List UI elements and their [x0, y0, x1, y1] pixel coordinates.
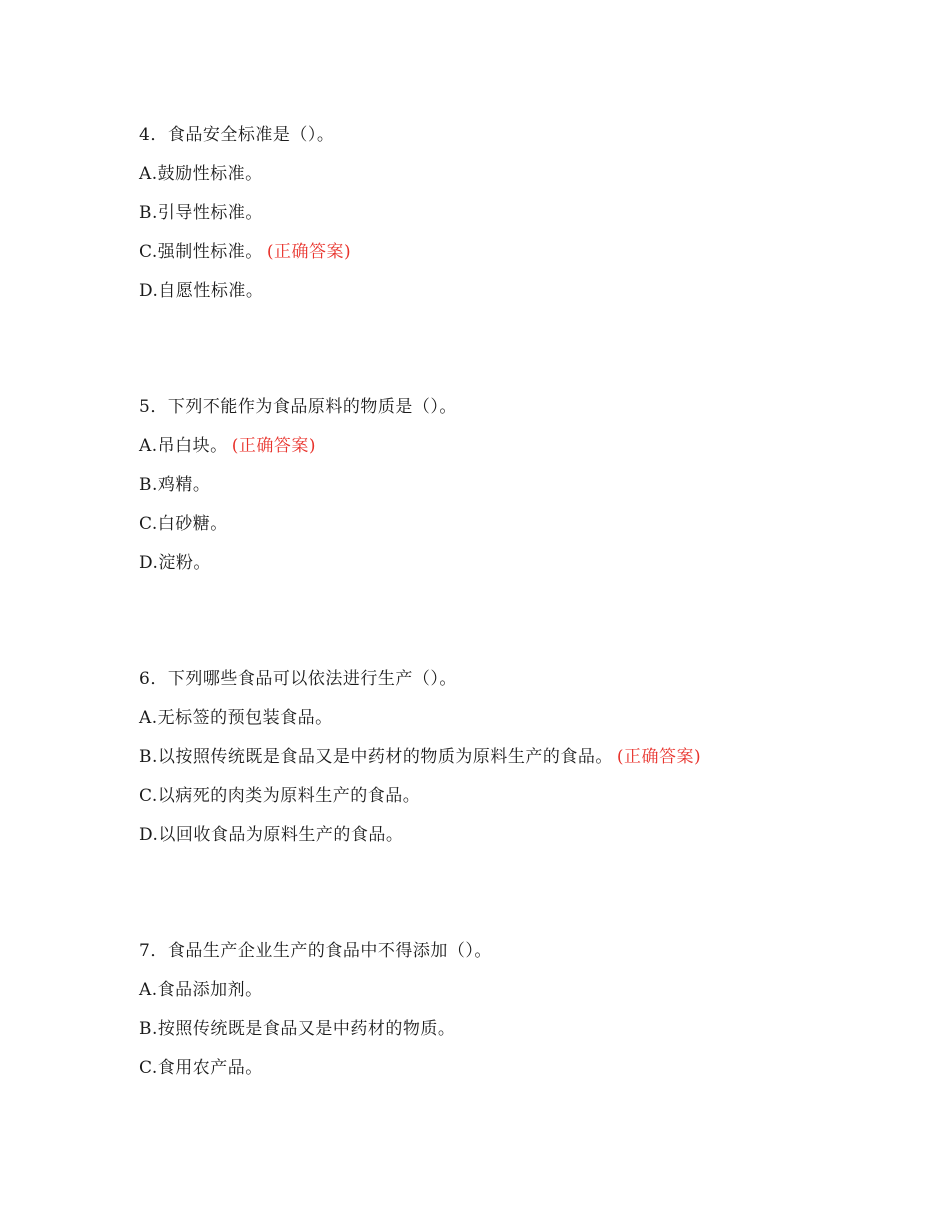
question-6-option-b: [139, 746, 701, 768]
question-7-option-b: [139, 1018, 455, 1040]
option-text: A.吊白块。: [139, 436, 228, 456]
correct-answer-mark: (正确答案): [266, 242, 352, 262]
option-text: A.鼓励性标准。: [139, 164, 263, 184]
option-text: D.以回收食品为原料生产的食品。: [139, 825, 404, 845]
option-text: C.强制性标准。: [139, 242, 263, 262]
question-7-stem: 7．食品生产企业生产的食品中不得添加（）。: [139, 941, 492, 961]
question-5-option-c: [139, 513, 228, 535]
question-4-option-d: [139, 280, 263, 302]
option-text: B.以按照传统既是食品又是中药材的物质为原料生产的食品。: [139, 747, 613, 767]
option-text: C.白砂糖。: [139, 514, 228, 534]
option-text: D.淀粉。: [139, 553, 211, 573]
option-text: D.自愿性标准。: [139, 281, 264, 301]
question-6-option-d: [139, 824, 403, 846]
question-6-option-a: [139, 707, 333, 729]
correct-answer-mark: (正确答案): [616, 747, 702, 767]
option-text: A.无标签的预包装食品。: [139, 708, 333, 728]
option-text: B.引导性标准。: [139, 203, 263, 223]
question-7-option-a: [139, 979, 263, 1001]
question-6-stem: 6．下列哪些食品可以依法进行生产（）。: [139, 669, 457, 689]
question-4-option-c: [139, 241, 351, 263]
question-5-option-a: [139, 435, 316, 457]
option-text: A.食品添加剂。: [139, 980, 263, 1000]
option-text: C.食用农产品。: [139, 1058, 263, 1078]
option-text: B.按照传统既是食品又是中药材的物质。: [139, 1019, 456, 1039]
question-4-option-b: [139, 202, 263, 224]
question-5-option-b: [139, 474, 210, 496]
question-5-stem: 5．下列不能作为食品原料的物质是（）。: [139, 397, 457, 417]
question-7-option-c: [139, 1057, 263, 1079]
option-text: B.鸡精。: [139, 475, 211, 495]
question-4-stem: 4．食品安全标准是（）。: [139, 125, 335, 145]
correct-answer-mark: (正确答案): [231, 436, 316, 456]
option-text: C.以病死的肉类为原料生产的食品。: [139, 786, 421, 806]
question-6-option-c: [139, 785, 420, 807]
question-5-option-d: [139, 552, 211, 574]
question-4-option-a: [139, 163, 263, 185]
